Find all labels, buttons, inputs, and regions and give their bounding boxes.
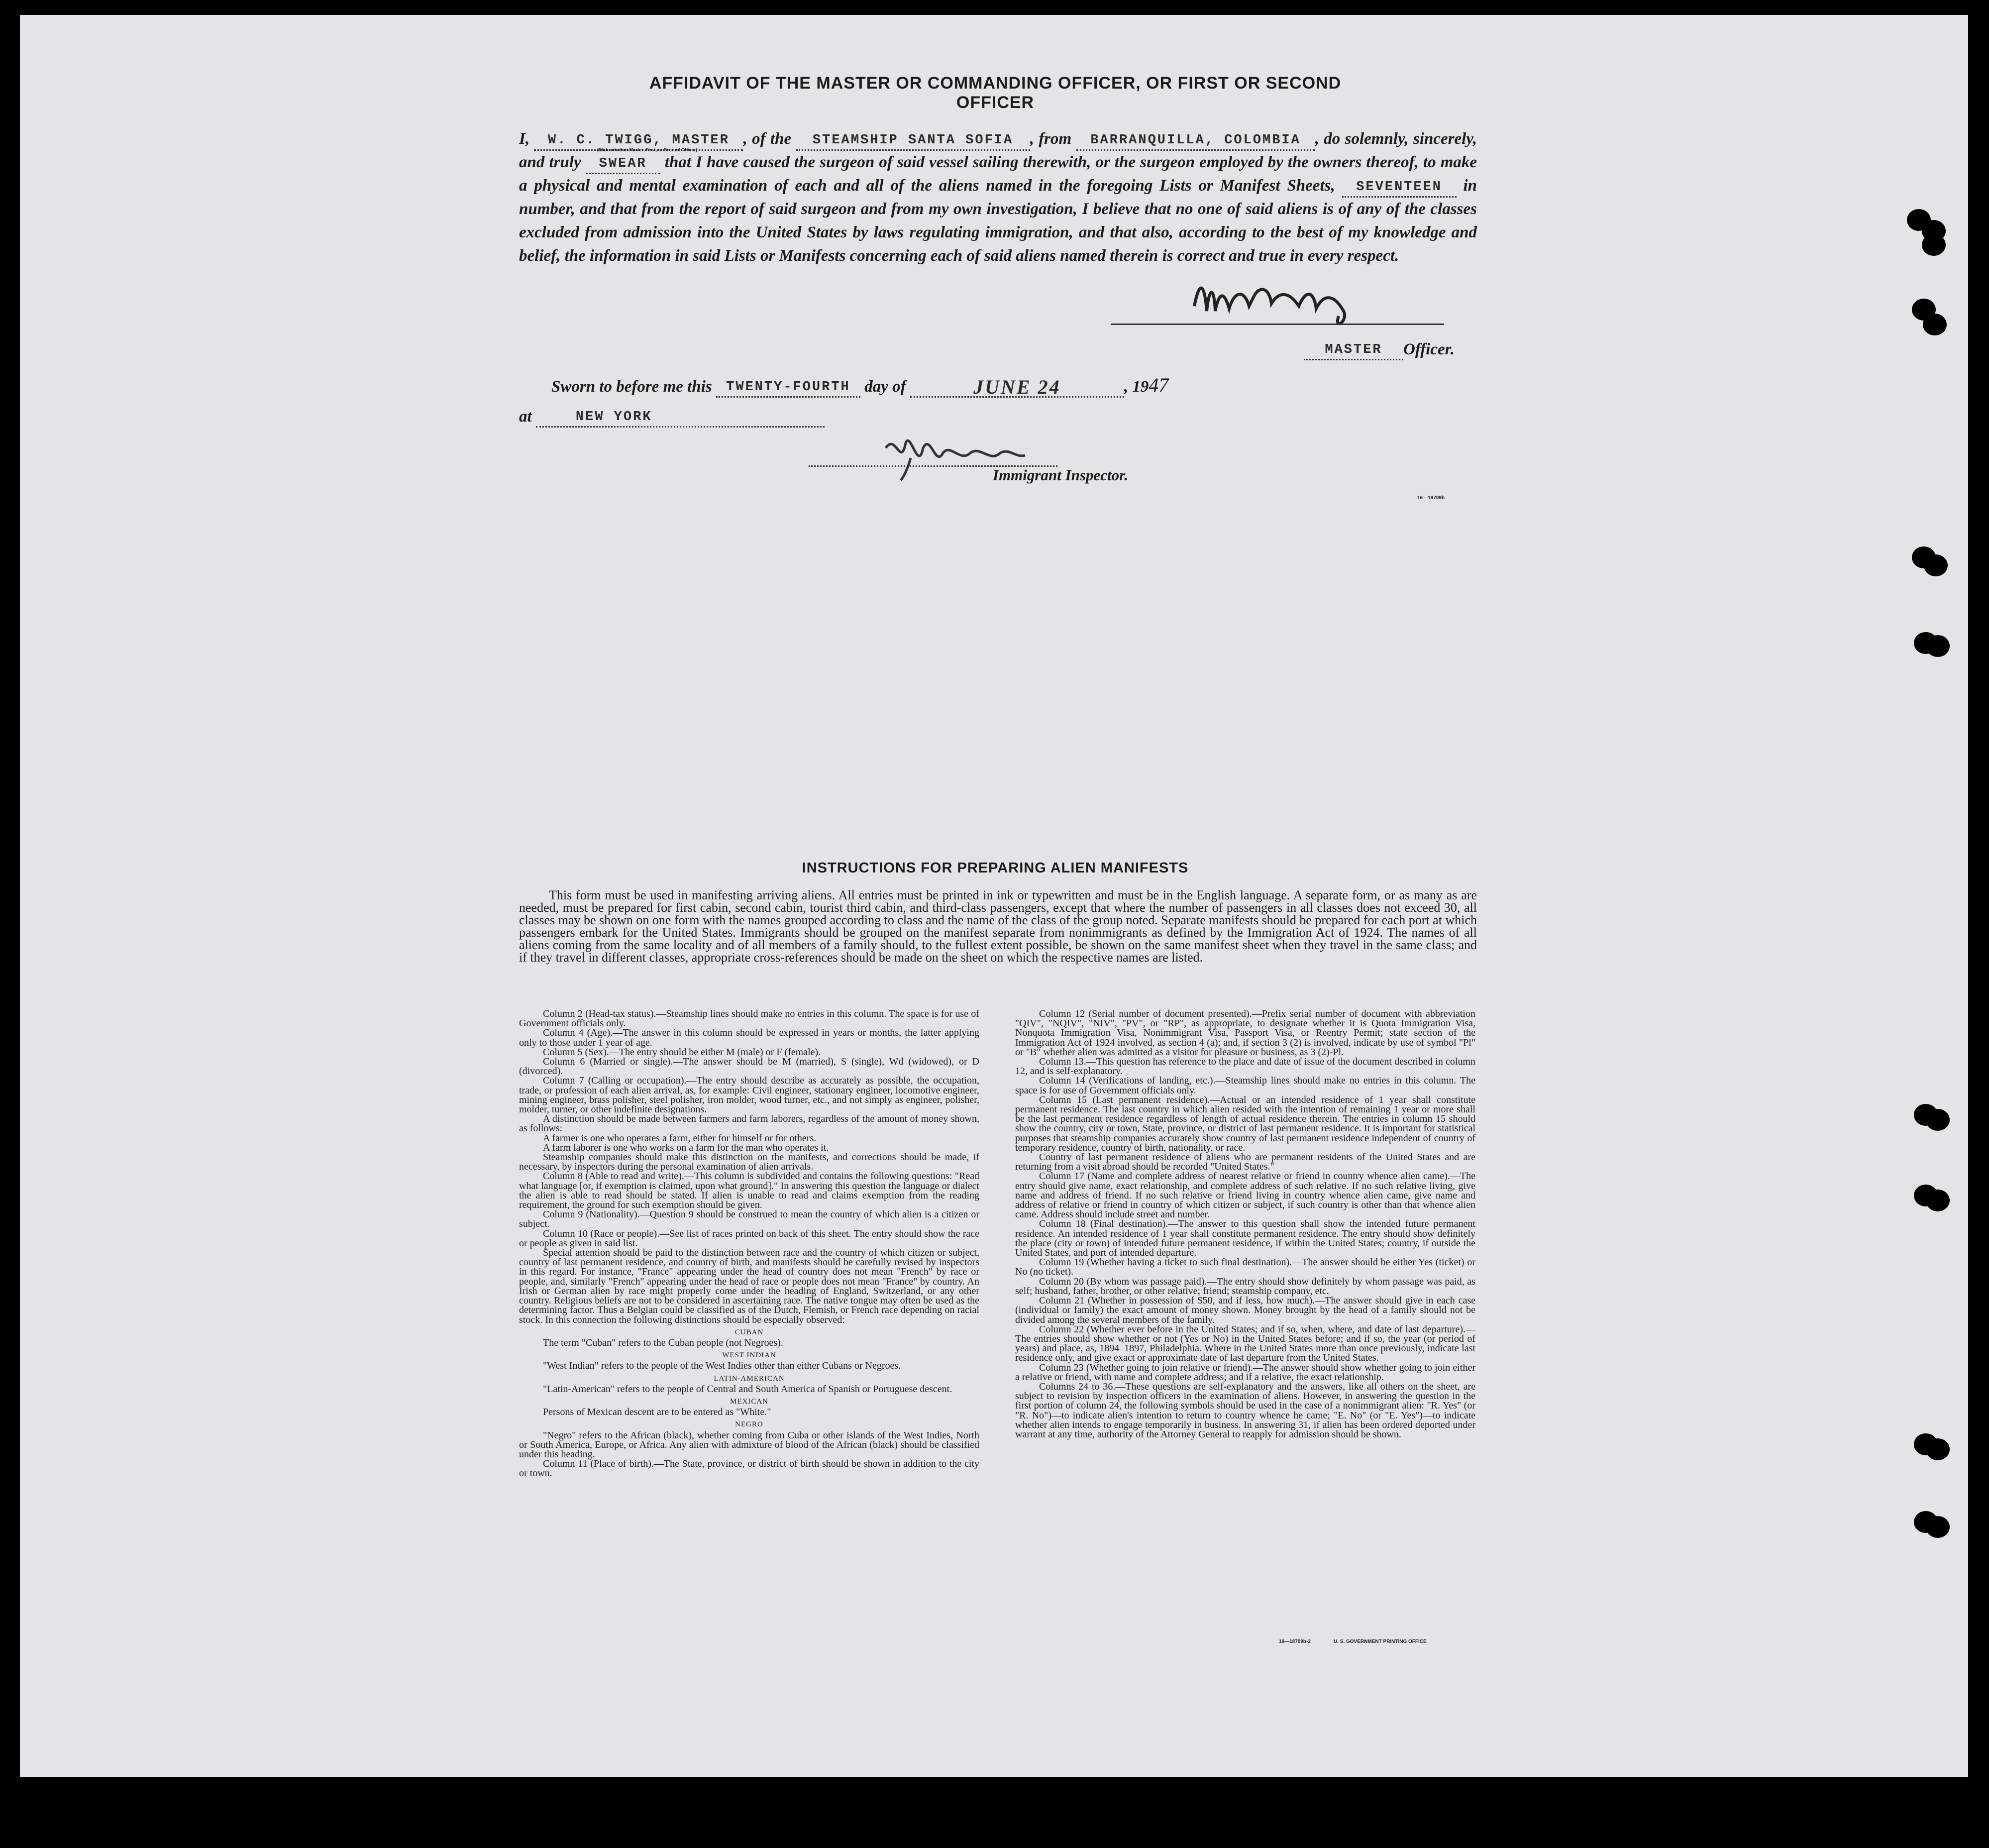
section-heading: WEST INDIAN — [722, 1351, 776, 1360]
instruction-paragraph: "Latin-American" refers to the people of Central and South America of Spanish or Portuguese descent. — [543, 1383, 952, 1395]
instruction-paragraph: Column 7 (Calling or occupation).—The entry should describe as accurately as possible, the occupation, trade, or profession of each alien arrival, as, for example: Civil engineer, stationary engineer, locomotive engineer, mining engineer, brass polisher, steel polisher, iron molder, wood turner, etc., and not simply as engineer, polisher, molder, turner, or other indefinite designations. — [519, 1075, 979, 1115]
section-heading: LATIN-AMERICAN — [714, 1374, 785, 1383]
instruction-paragraph: A farm laborer is one who works on a farm for the man who operates it. — [543, 1142, 829, 1153]
punch-hole — [1926, 635, 1950, 657]
instruction-paragraph: Special attention should be paid to the distinction between race and the country of which citizen or subject, country of last permanent residence, and country of birth, and manifests should be carefully revised by inspectors in this regard. For instance, "France" appearing under the head of country does not mean "French" by race or people, and, similarly "French" appearing under the head of race or people does not mean "France" by country. An Irish or German alien by race might properly come under the heading of England, Switzerland, or any other country. Religious beliefs are not to be considered in ascertaining race. The native tongue may often be used as the determining factor. Thus a Belgian could be classified as of the Dutch, Flemish, or French race depending on racial stock. In this connection the following distinctions should be especially observed: — [519, 1247, 979, 1325]
year-suffix: 47 — [1149, 374, 1169, 396]
instruction-paragraph: Column 12 (Serial number of document presented).—Prefix serial number of document with abbreviation "QIV", "NQIV", "NIV", "PV", or "RP", as appropriate, to designate whether it is Quota Immigration Visa, Nonquota Immigration Visa, Nonimmigrant Visa, Passport Visa, or Reentry Permit; state section of the Immigration Act of 1924 involved, as section 4 (a); and, if section 3 (2) is involved, indicate by use of symbol "Pl" or "B" whether alien was admitted as a visitor for pleasure or business, as 3 (2)-Pl. — [1015, 1008, 1475, 1058]
officer-line — [1304, 338, 1455, 360]
instruction-paragraph: Column 21 (Whether in possession of $50, and if less, how much).—The answer should give in each case (individual or family) the exact amount of money shown. Money brought by the head of a family should not be divided among the several members of the family. — [1015, 1295, 1475, 1325]
instruction-paragraph: Column 2 (Head-tax status).—Steamship lines should make no entries in this column. The space is for use of Government officials only. — [519, 1008, 979, 1029]
affidavit-text: I, — [519, 130, 530, 148]
signer-rank-field: MASTER — [1304, 341, 1403, 360]
sworn-line — [551, 374, 1168, 398]
footer-form-code: 16—18709b-2 — [1279, 1639, 1311, 1644]
section-heading: MEXICAN — [730, 1397, 768, 1406]
at-label: at — [519, 408, 532, 426]
instruction-paragraph: Steamship companies should make this distinction on the manifests, and corrections should be made, if necessary, by inspectors during the personal examination of alien arrivals. — [519, 1152, 979, 1173]
affidavit-text: , from — [1030, 130, 1072, 148]
instruction-paragraph: Column 14 (Verifications of landing, etc.).—Steamship lines should make no entries in this column. The space is for use of Government officials only. — [1015, 1075, 1475, 1096]
section-heading: NEGRO — [735, 1420, 763, 1429]
instructions-left-column — [519, 1009, 979, 1479]
affidavit-text: in number, and that from the report of said surgeon and from my own investigation, I believe that no one of said aliens is of any of the classes excluded from admission into the United States by laws regulating immigration, and that also, according to the best of my knowledge and belief, the information in said Lists or Manifests concerning each of said aliens named therein is correct and true in every respect. — [519, 177, 1477, 265]
master-signature — [1184, 276, 1393, 336]
sworn-day-field: TWENTY-FOURTH — [716, 378, 860, 398]
instruction-paragraph: "West Indian" refers to the people of the West Indies other than either Cubans or Negroes. — [543, 1360, 901, 1372]
section-heading: CUBAN — [734, 1328, 764, 1336]
rank-hint: (State whether Master, First, or Second Officer) — [597, 147, 698, 152]
instruction-paragraph: Column 9 (Nationality).—Question 9 should be construed to mean the country of which alien is a citizen or subject. — [519, 1209, 979, 1230]
instruction-paragraph: A distinction should be made between farmers and farm laborers, regardless of the amount of money shown, as follows: — [519, 1113, 979, 1134]
affidavit-text: , of the — [743, 130, 792, 148]
instruction-paragraph: Column 17 (Name and complete address of nearest relative or friend in country whence alien came).—The entry should give name, exact relationship, and complete address of such relative. If no such relative living, give name and address of friend. If no such relative or friend living in country whence alien came, give name and address of relative or friend in country of which citizen or subject, if such country is other than that whence alien came. Address should include street and number. — [1015, 1171, 1475, 1220]
instruction-paragraph: Columns 24 to 36.—These questions are self-explanatory and the answers, like all others on the sheet, are subject to revision by inspection officers in the examination of aliens. However, in answering the question in the first portion of column 24, the following symbols should be used in the case of a nonimmigrant alien: "R. Yes" (or "R. No")—to indicate alien's intention to return to country whence he came; "E. No" (or "E. Yes")—to indicate whether alien intends to engage temporarily in business. In answering 31, if alien has been ordered deported under warrant at any time, authority of the Attorney General to reapply for admission should be shown. — [1015, 1381, 1475, 1440]
instructions-title: INSTRUCTIONS FOR PREPARING ALIEN MANIFESTS — [802, 860, 1189, 876]
instruction-paragraph: Column 5 (Sex).—The entry should be either M (male) or F (female). — [543, 1046, 821, 1058]
instruction-paragraph: Column 11 (Place of birth).—The State, province, or district of birth should be shown in addition to the city or town. — [519, 1458, 979, 1479]
affidavit-text: that I have caused the surgeon of said vessel sailing therewith, or the surgeon employed by the owners thereof, to make a physical and mental examination of each and all of the aliens named in the foregoing Lists or Manifest Sheets, — [519, 153, 1477, 195]
instruction-paragraph: Column 19 (Whether having a ticket to such final destination).—The answer should be either Yes (ticket) or No (no ticket). — [1015, 1257, 1475, 1278]
inspector-label: Immigrant Inspector. — [993, 466, 1129, 484]
officer-label: Officer. — [1403, 340, 1455, 358]
footer-printing-office: U. S. GOVERNMENT PRINTING OFFICE — [1334, 1639, 1427, 1644]
vessel-field: STEAMSHIP SANTA SOFIA — [796, 131, 1030, 151]
punch-hole — [1926, 1516, 1950, 1538]
punch-hole — [1922, 234, 1946, 256]
sheet-count-field: SEVENTEEN — [1342, 178, 1457, 198]
place-field: NEW YORK — [536, 408, 825, 428]
master-name-field: W. C. TWIGG, MASTER — [534, 131, 743, 151]
instructions-right-column — [1015, 1009, 1475, 1439]
instruction-paragraph: Column 10 (Race or people).—See list of races printed on back of this sheet. The entry should show the race or people as given in said list. — [519, 1228, 979, 1249]
instruction-paragraph: Column 20 (By whom was passage paid).—The entry should show definitely by whom passage was paid, as self; husband, father, brother, or other relative; friend; steamship company, etc. — [1015, 1276, 1475, 1297]
punch-hole — [1926, 1190, 1950, 1211]
sworn-text: Sworn to before me this — [551, 378, 712, 396]
instruction-paragraph: The term "Cuban" refers to the Cuban people (not Negroes). — [543, 1337, 783, 1348]
instruction-paragraph: Column 8 (Able to read and write).—This column is subdivided and contains the following questions: "Read what language [or, if exemption is claimed, upon what ground]." In answering this question the language or dialect the alien is able to read should be stated. If alien is unable to read and claims exemption from the reading requirement, the ground for such exemption should be given. — [519, 1171, 979, 1211]
instruction-paragraph: Column 18 (Final destination).—The answer to this question shall show the intended future permanent residence. An intended residence of 1 year shall constitute permanent residence. The entry should show definitely the place (city or town) of intended future permanent residence, if within the United States; country, if outside the United States, and port of intended departure. — [1015, 1218, 1475, 1259]
port-field: BARRANQUILLA, COLOMBIA — [1076, 131, 1315, 151]
signature-line — [1111, 324, 1444, 325]
sworn-text: day of — [864, 378, 906, 396]
affidavit-text: , do — [1315, 130, 1341, 148]
form-code: 16—18709b — [1417, 495, 1445, 501]
instruction-paragraph: Column 23 (Whether going to join relative or friend).—The answer should show whether going to join either a relative or friend, with name and complete address; and if a relative, the exact relationship. — [1015, 1362, 1475, 1383]
oath-field: SWEAR — [586, 155, 660, 174]
instruction-paragraph: Country of last permanent residence of aliens who are permanent residents of the United States and are returning from a visit abroad should be recorded "United States." — [1015, 1152, 1475, 1173]
instructions-intro: This form must be used in manifesting arriving aliens. All entries must be printed in ink or typewritten and must be in the English language. A separate form, or as many as are needed, must be prepared for first cabin, second cabin, tourist third cabin, and third-class passengers, except that where the number of passengers in all classes does not exceed 30, all classes may be shown on one form with the names grouped according to class and the name of the class of the group noted. Separate manifests should be prepared for each port at which passengers embark for the United States. Immigrants should be grouped on the manifest separate from nonimmigrants as defined by the Immigration Act of 1924. The names of all aliens coming from the same locality and of all members of a family should, to the fullest extent possible, be shown on the same manifest sheet when they travel in the same class; and if they travel in different classes, appropriate cross-references should be made on the sheet on which the respective names are listed. — [519, 888, 1477, 965]
sworn-month-field: JUNE 24 — [910, 378, 1124, 398]
instruction-paragraph: Column 15 (Last permanent residence).—Actual or an intended residence of 1 year shall constitute permanent residence. The last country in which alien resided with the intention of remaining 1 year or more shall be the last permanent residence regardless of length of actual residence therein. The entries in column 15 should show the country, city or town, State, province, or district of last permanent residence. It is important for statistical purposes that steamship companies accurately show country of last permanent residence independent of country of temporary residence, country of birth, nationality, or race. — [1015, 1094, 1475, 1153]
instruction-paragraph: "Negro" refers to the African (black), whether coming from Cuba or other islands of the West Indies, North or South America, Europe, or Africa. Any alien with admixture of blood of the African (black) should be classified under this heading. — [519, 1429, 979, 1460]
instruction-paragraph: A farmer is one who operates a farm, either for himself or for others. — [543, 1132, 817, 1144]
sworn-text: , 19 — [1124, 378, 1149, 396]
punch-hole — [1924, 554, 1948, 576]
affidavit-title: AFFIDAVIT OF THE MASTER OR COMMANDING OFFICER, OR FIRST OR SECOND OFFICER — [649, 74, 1342, 112]
punch-hole — [1923, 314, 1947, 335]
instruction-paragraph: Column 22 (Whether ever before in the United States; and if so, when, where, and date of last departure).—The entries should show whether or not (Yes or No) in the United States before; and if so, the year (or period of years) and place, as, 1894–1897, Philadelphia. Where in the United States more than once previously, indicate last residence only, and give exact or approximate date of last departure from the United States. — [1015, 1323, 1475, 1364]
instruction-paragraph: Persons of Mexican descent are to be entered as "White." — [543, 1407, 771, 1418]
place-line — [519, 406, 825, 428]
punch-hole — [1926, 1109, 1950, 1131]
affidavit-text: solemnly, sincerely, and truly — [519, 130, 1477, 171]
instruction-paragraph: Column 4 (Age).—The answer in this column should be expressed in years or months, the latter applying only to those under 1 year of age. — [519, 1027, 979, 1048]
punch-hole — [1926, 1438, 1950, 1460]
instruction-paragraph: Column 6 (Married or single).—The answer should be M (married), S (single), Wd (widowed), or D (divorced). — [519, 1056, 979, 1077]
instruction-paragraph: Column 13.—This question has reference to the place and date of issue of the document described in column 12, and is self-explanatory. — [1015, 1056, 1475, 1077]
